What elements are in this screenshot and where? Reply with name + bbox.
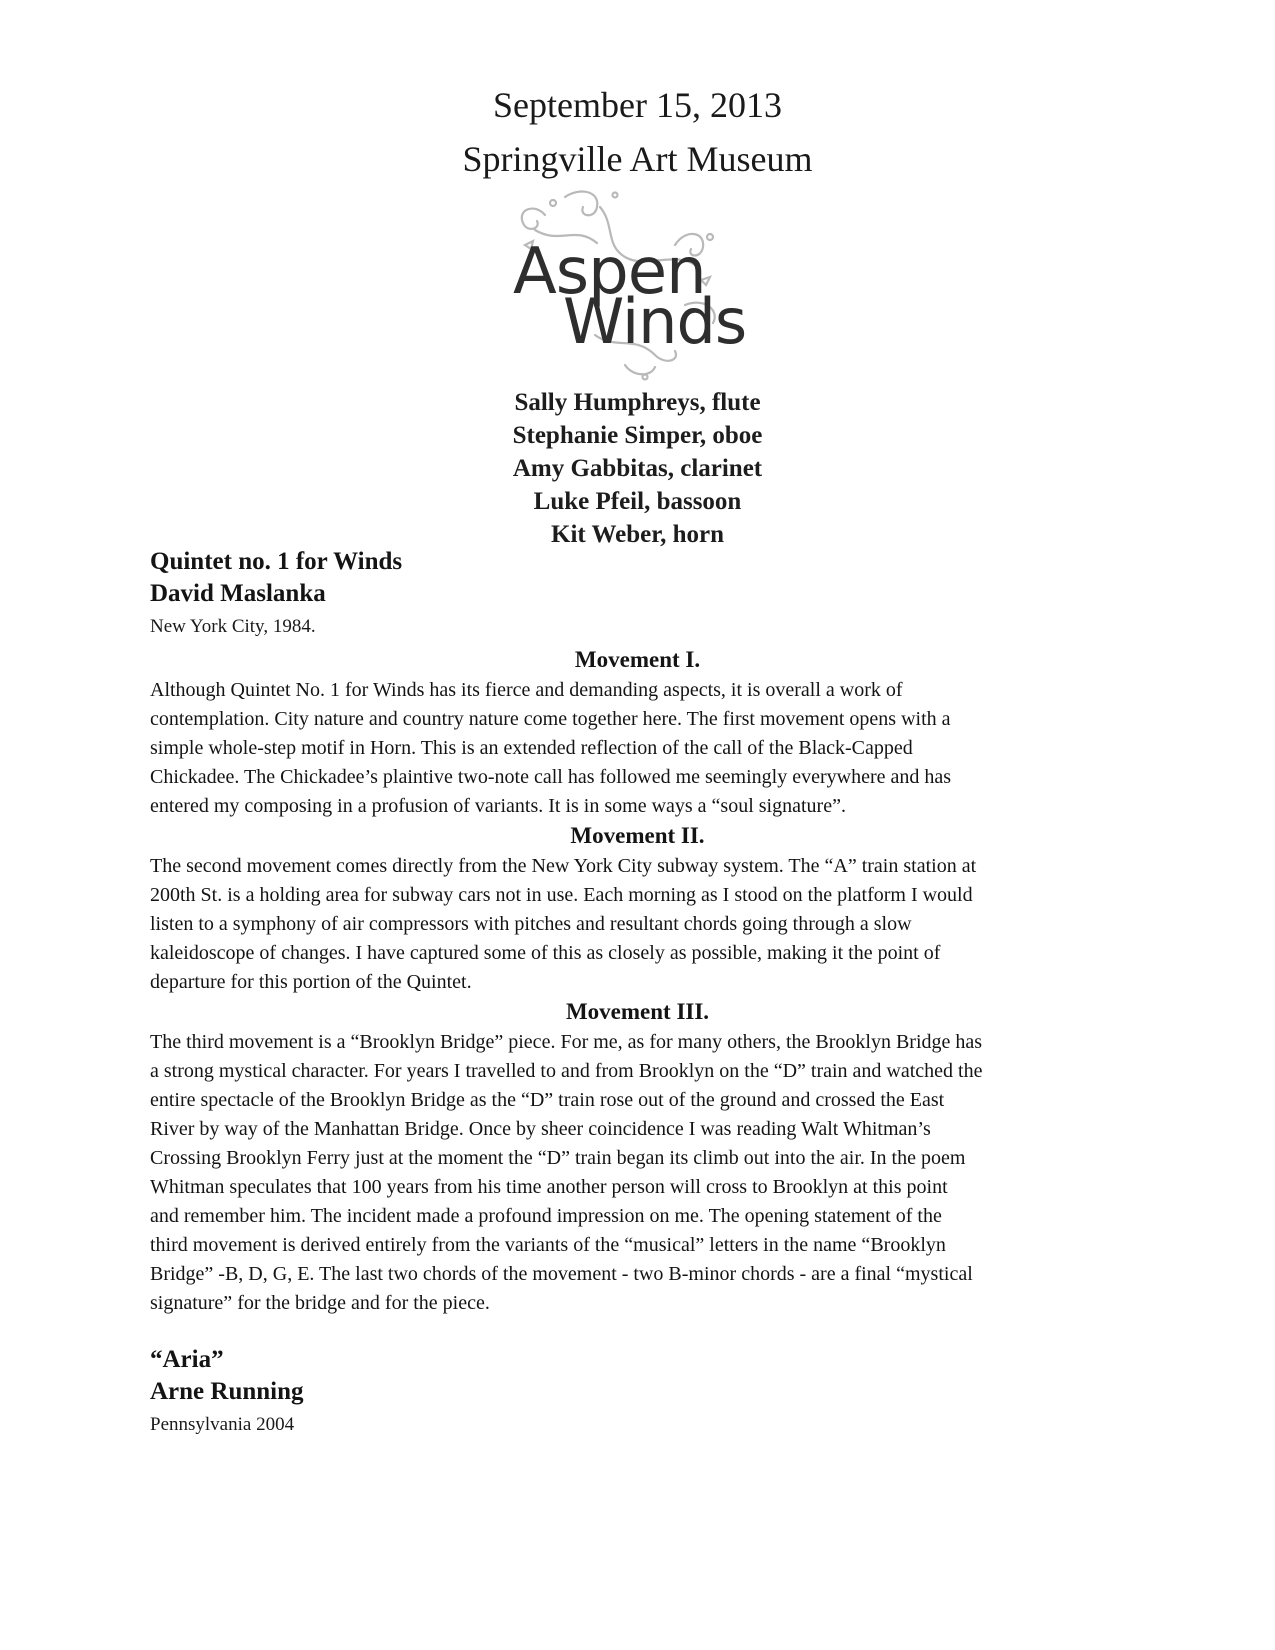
text-line: signature” for the bridge and for the piece. — [150, 1292, 490, 1314]
text-line: entered my composing in a profusion of variants. It is in some ways a “soul signature”. — [150, 795, 846, 817]
movement-heading: Movement III. — [565, 999, 710, 1024]
piece-origin: Pennsylvania 2004 — [150, 1414, 295, 1435]
movement-description — [150, 676, 1130, 821]
performer-item: Luke Pfeil, bassoon — [533, 488, 742, 515]
text-line: simple whole-step motif in Horn. This is an extended reflection of the call of the Black-Capped — [150, 737, 913, 759]
text-line: The third movement is a “Brooklyn Bridge” piece. For me, as for many others, the Brooklyn Bridge has — [150, 1031, 983, 1053]
piece-title: Quintet no. 1 for Winds — [150, 548, 403, 575]
text-line: Whitman speculates that 100 years from his time another person will cross to Brooklyn at this point — [150, 1176, 948, 1198]
performer-item: Stephanie Simper, oboe — [512, 422, 763, 449]
movement-description — [150, 852, 1130, 997]
text-line: and remember him. The incident made a profound impression on me. The opening statement of the — [150, 1205, 942, 1227]
logo-word-aspen: Aspen — [513, 235, 706, 309]
performer-item: Amy Gabbitas, clarinet — [512, 455, 763, 482]
text-line: The second movement comes directly from the New York City subway system. The “A” train station at — [150, 855, 977, 877]
movement-heading: Movement I. — [574, 647, 701, 672]
text-line: entire spectacle of the Brooklyn Bridge as the “D” train rose out of the ground and crossed the East — [150, 1089, 945, 1111]
text-line: Although Quintet No. 1 for Winds has its fierce and demanding aspects, it is overall a work of — [150, 679, 903, 701]
piece-origin: New York City, 1984. — [150, 616, 316, 637]
text-line: Crossing Brooklyn Ferry just at the moment the “D” train began its climb out into the air. In the poem — [150, 1147, 966, 1169]
text-line: third movement is derived entirely from the variants of the “musical” letters in the name “Brooklyn — [150, 1234, 946, 1256]
concert-venue: Springville Art Museum — [462, 139, 813, 179]
performer-item: Sally Humphreys, flute — [514, 389, 761, 416]
logo-word-winds: Winds — [563, 285, 747, 358]
movement-heading: Movement II. — [570, 823, 705, 848]
performer-list — [0, 386, 1275, 551]
performer-item: Kit Weber, horn — [551, 521, 724, 548]
piece-title: “Aria” — [150, 1346, 224, 1373]
text-line: departure for this portion of the Quintet. — [150, 971, 472, 993]
piece-composer: David Maslanka — [150, 580, 326, 607]
text-line: 200th St. is a holding area for subway cars not in use. Each morning as I stood on the platform I would — [150, 884, 973, 906]
text-line: listen to a symphony of air compressors with pitches and resultant chords going through a slow — [150, 913, 912, 935]
text-line: Chickadee. The Chickadee’s plaintive two-note call has followed me seemingly everywhere and has — [150, 766, 952, 788]
concert-date: September 15, 2013 — [493, 85, 782, 125]
aspen-winds-logo — [505, 185, 775, 385]
text-line: contemplation. City nature and country nature come together here. The first movement opens with a — [150, 708, 951, 730]
text-line: a strong mystical character. For years I travelled to and from Brooklyn on the “D” train and watched the — [150, 1060, 983, 1082]
text-line: River by way of the Manhattan Bridge. Once by sheer coincidence I was reading Walt Whitman’s — [150, 1118, 931, 1140]
text-line: kaleidoscope of changes. I have captured some of this as closely as possible, making it the point of — [150, 942, 941, 964]
piece-composer: Arne Running — [150, 1378, 304, 1405]
text-line: Bridge” -B, D, G, E. The last two chords of the movement - two B-minor chords - are a final “mystical — [150, 1263, 973, 1285]
movement-description — [150, 1028, 1130, 1318]
